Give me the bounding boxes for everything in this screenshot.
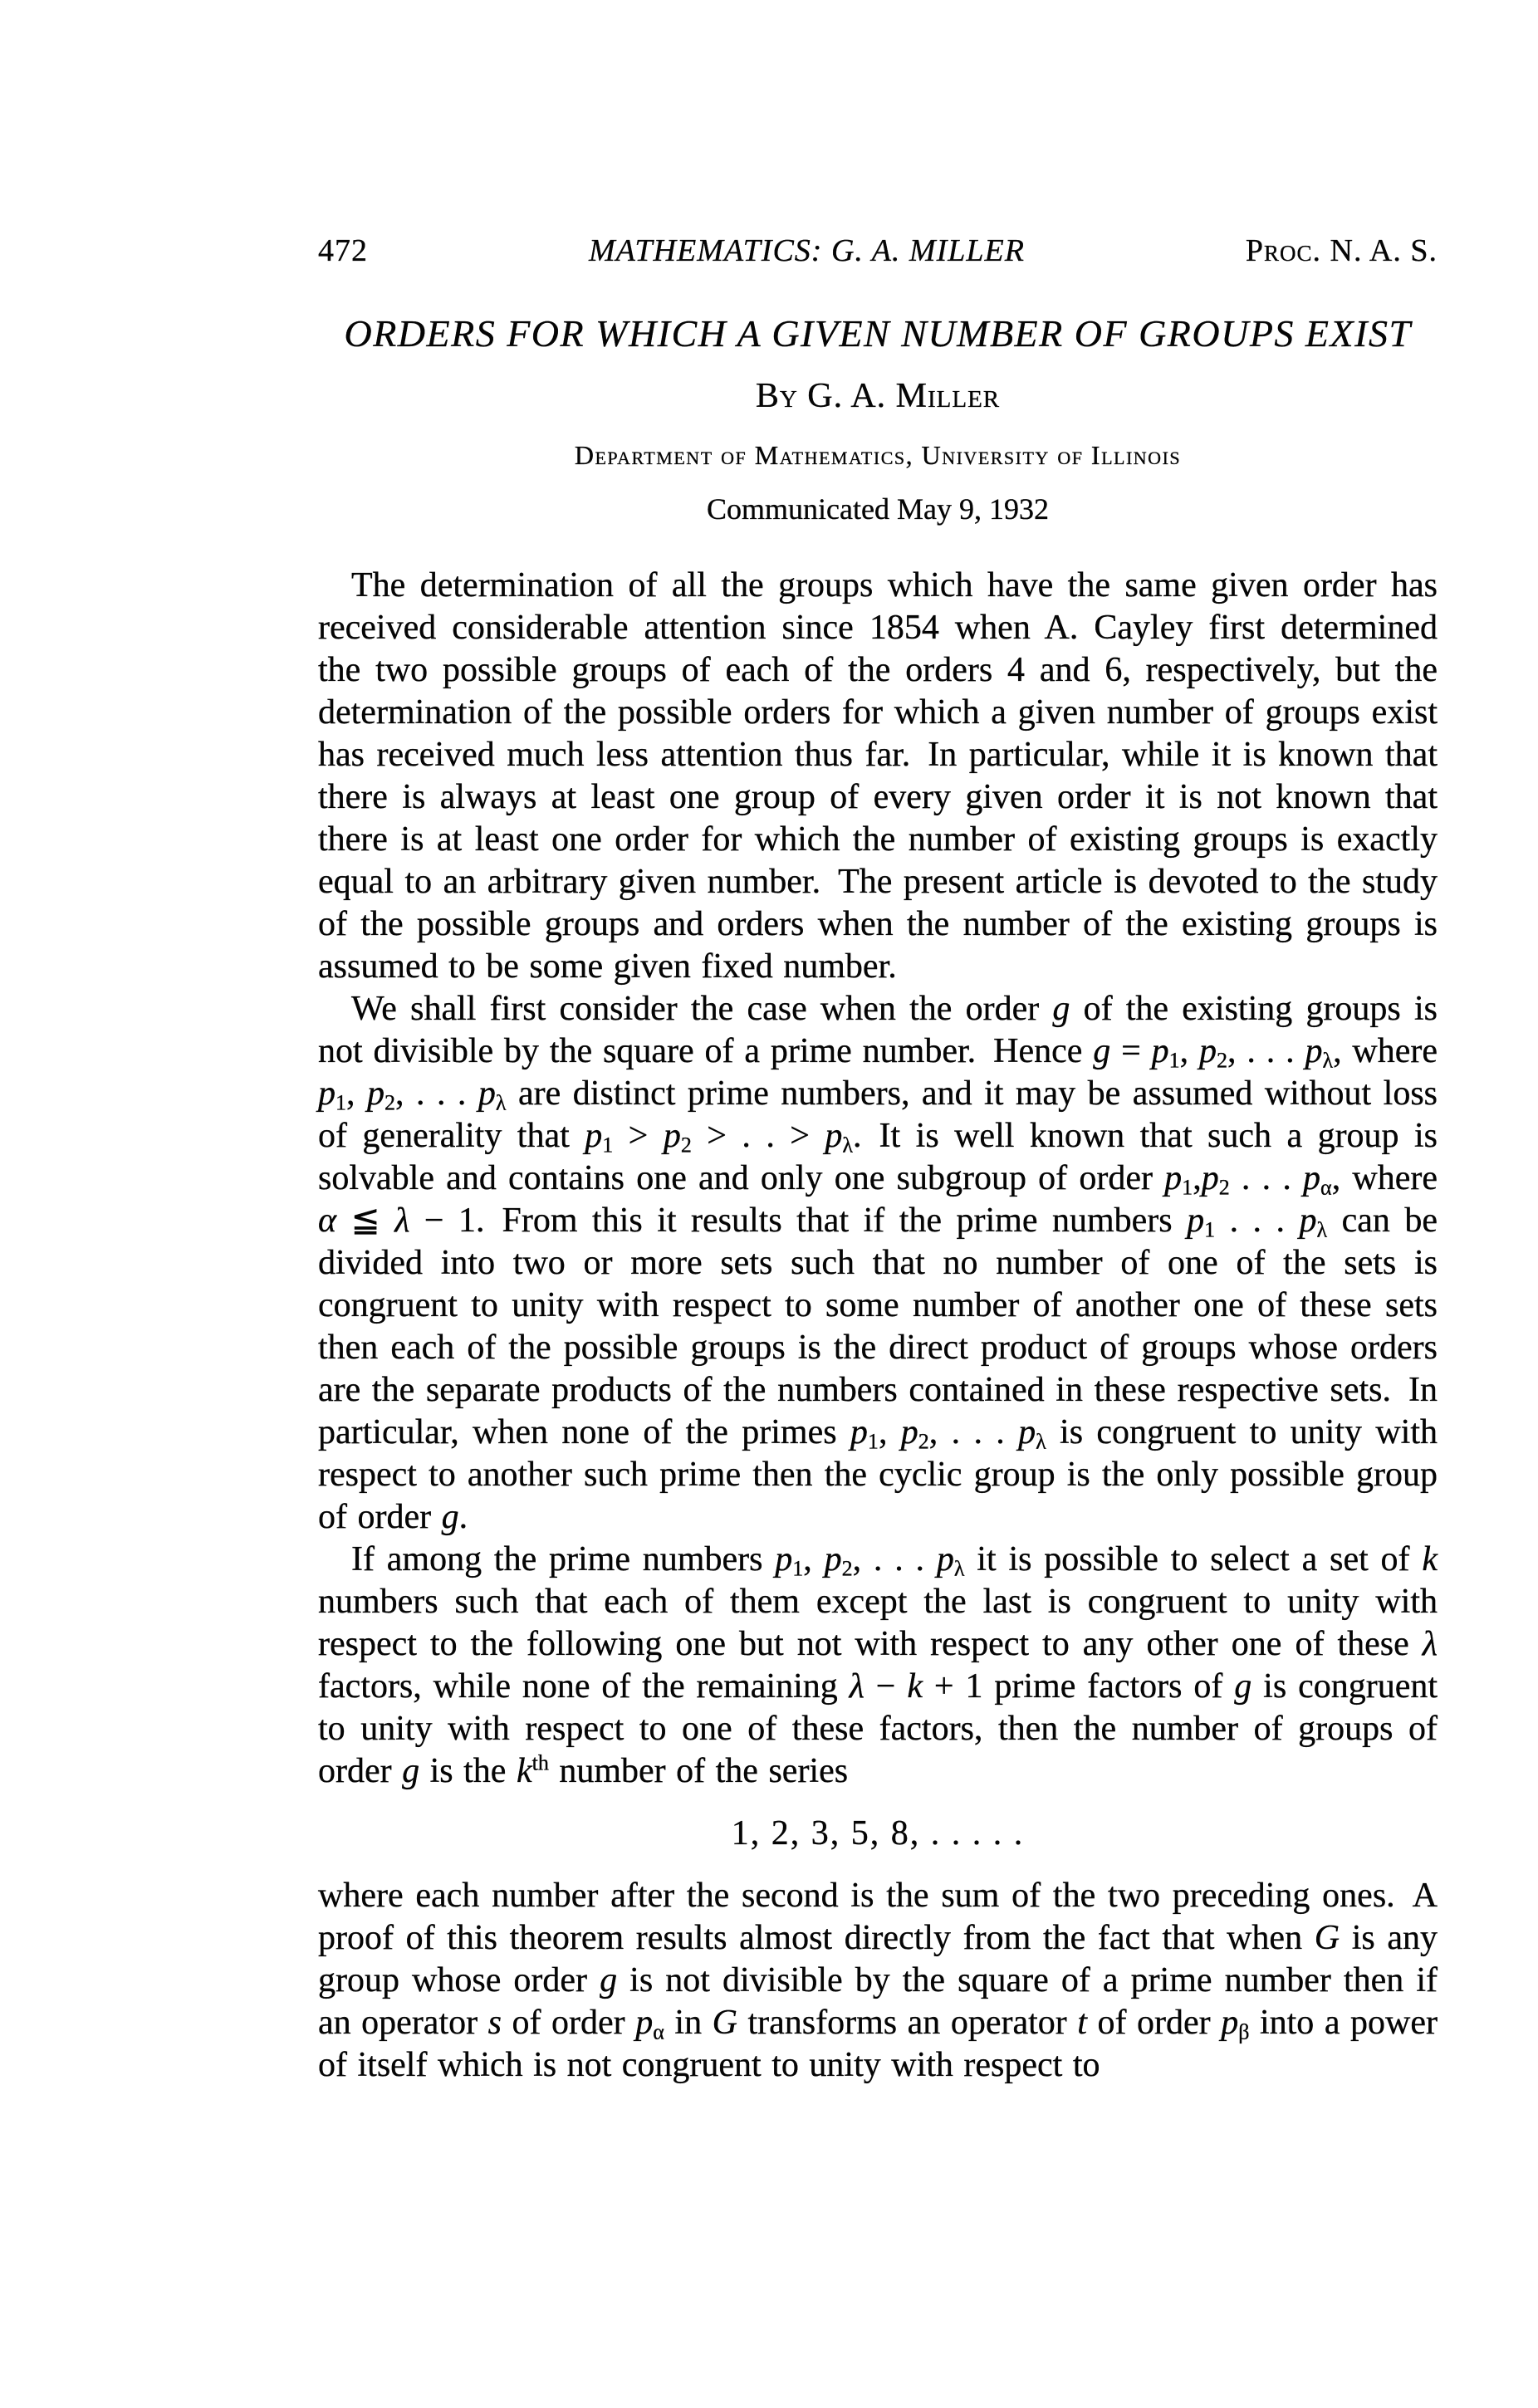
page-number: 472 bbox=[318, 233, 368, 268]
article-title: ORDERS FOR WHICH A GIVEN NUMBER OF GROUPS EXIST bbox=[344, 312, 1412, 355]
paragraph-4: where each number after the second is the sum of the two preceding ones. A proof of this theorem results almost directly from the fact that when G is any group whose order g is not divisible by the square of a prime number then if an operator s of order $p_\alpha$ in G transforms an operator t of order $p_\beta$ into a power of itself which is not congruent to unity with respect to bbox=[318, 1877, 1438, 2084]
scanned-paper-page bbox=[318, 0, 1438, 2087]
journal-abbreviation: Proc. N. A. S. bbox=[1245, 233, 1438, 268]
paragraph-1: The determination of all the groups which have the same given order has received considerable attention since 1854 when A. Cayley first determined the two possible groups of each of the orders 4 and 6, respectively, but the determination of the possible orders for which a given number of groups exist has received much less attention thus far. In particular, while it is known that there is always at least one group of every given order it is not known that there is at least one order for which the number of existing groups is exactly equal to an arbitrary given number. The present article is devoted to the study of the possible groups and orders when the number of the existing groups is assumed to be some given fixed number. bbox=[318, 566, 1438, 986]
article-body bbox=[318, 565, 1438, 2087]
number-series-display: 1, 2, 3, 5, 8, . . . . . bbox=[731, 1814, 1025, 1852]
communicated-line: Communicated May 9, 1932 bbox=[707, 492, 1049, 526]
paragraph-2: We shall first consider the case when the order g of the existing groups is not divisible by the square of a prime number. Hence $g = p_1$, $p_2$, . . . $p_\lambda$, where $p_1$, $p_2$, . . . $p_\lambda$ are distinct prime numbers, and it may be assumed without loss of generality that $p_1 > p_2$ > . . > $p_\lambda$. It is well known that such a group is solvable and contains one and only one subgroup of order $p_1,p_2$ . . . $p_\alpha$, where α ≦ λ − 1. From this it results that if the prime numbers $p_1$ . . . $p_\lambda$ can be divided into two or more sets such that no number of one of the sets is congruent to unity with respect to some number of another one of these sets then each of the possible groups is the direct product of groups whose orders are the separate products of the numbers contained in these respective sets. In particular, when none of the primes $p_1$, $p_2$, . . . $p_\lambda$ is congruent to unity with respect to another such prime then the cyclic group is the only possible group of order g. bbox=[318, 990, 1438, 1536]
byline: By G. A. Miller bbox=[755, 377, 1001, 415]
paragraph-3: If among the prime numbers $p_1$, $p_2$, . . . $p_\lambda$ it is possible to select a set of k numbers such that each of them except the last is congruent to unity with respect to the following one but not with respect to any other one of these λ factors, while none of the remaining λ − k + 1 prime factors of g is congruent to unity with respect to one of these factors, then the number of groups of order g is the $k^{th}$ number of the series bbox=[318, 1540, 1438, 1790]
running-title: MATHEMATICS: G. A. MILLER bbox=[588, 233, 1025, 268]
running-header bbox=[318, 234, 1438, 267]
affiliation: Department of Mathematics, University of Illinois bbox=[574, 440, 1182, 470]
